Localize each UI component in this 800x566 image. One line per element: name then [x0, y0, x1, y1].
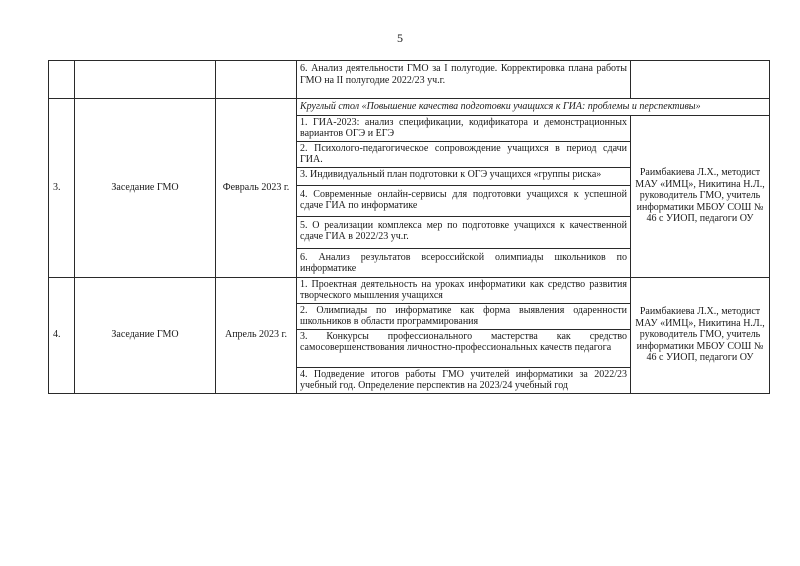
responsible-persons: Раимбакиева Л.Х., методист МАУ «ИМЦ», Никитина Н.Л., руководитель ГМО, учитель информатики МБОУ СОШ № 46 с УИОП, педагоги ОУ [631, 277, 770, 393]
topic-item: 2. Психолого-педагогическое сопровождение учащихся в период сдачи ГИА. [297, 141, 631, 167]
row-number: 3. [49, 99, 75, 278]
topic-item: 3. Конкурсы профессионального мастерства как средство самосовершенствования личностно-профессиональных качеств педагога [297, 329, 631, 367]
responsible-persons: Раимбакиева Л.Х., методист МАУ «ИМЦ», Никитина Н.Л., руководитель ГМО, учитель информатики МБОУ СОШ № 46 с УИОП, педагоги ОУ [631, 115, 770, 277]
num-cell [49, 61, 75, 99]
round-table-title: Круглый стол «Повышение качества подготовки учащихся к ГИА: проблемы и перспективы» [297, 99, 770, 116]
topic-item: 4. Подведение итогов работы ГМО учителей информатики за 2022/23 учебный год. Определение перспектив на 2023/24 учебный год [297, 367, 631, 393]
topic-cell: 6. Анализ деятельности ГМО за I полугодие. Корректировка плана работы ГМО на II полугодие 2022/23 уч.г. [297, 61, 631, 99]
topic-item: 2. Олимпиады по информатике как форма выявления одаренности школьников в области программирования [297, 303, 631, 329]
event-name: Заседание ГМО [75, 277, 216, 393]
table-row-continuation [49, 61, 770, 99]
topic-item: 1. Проектная деятельность на уроках информатики как средство развития творческого мышления учащихся [297, 277, 631, 303]
topic-item: 6. Анализ результатов всероссийской олимпиады школьников по информатике [297, 248, 631, 277]
event-name: Заседание ГМО [75, 99, 216, 278]
topic-item: 5. О реализации комплекса мер по подготовке учащихся к качественной сдаче ГИА в 2022/23 уч.г. [297, 216, 631, 248]
date-cell [216, 61, 297, 99]
event-date: Апрель 2023 г. [216, 277, 297, 393]
table-row [49, 277, 770, 303]
topic-item: 4. Современные онлайн-сервисы для подготовки учащихся к успешной сдаче ГИА по информатике [297, 185, 631, 216]
table-row [49, 99, 770, 116]
row-number: 4. [49, 277, 75, 393]
topic-item: 3. Индивидуальный план подготовки к ОГЭ учащихся «группы риска» [297, 167, 631, 185]
event-date: Февраль 2023 г. [216, 99, 297, 278]
work-plan-table [48, 60, 770, 394]
responsible-cell [631, 61, 770, 99]
event-cell [75, 61, 216, 99]
topic-item: 1. ГИА-2023: анализ спецификации, кодификатора и демонстрационных вариантов ОГЭ и ЕГЭ [297, 115, 631, 141]
page-number: 5 [397, 31, 403, 45]
